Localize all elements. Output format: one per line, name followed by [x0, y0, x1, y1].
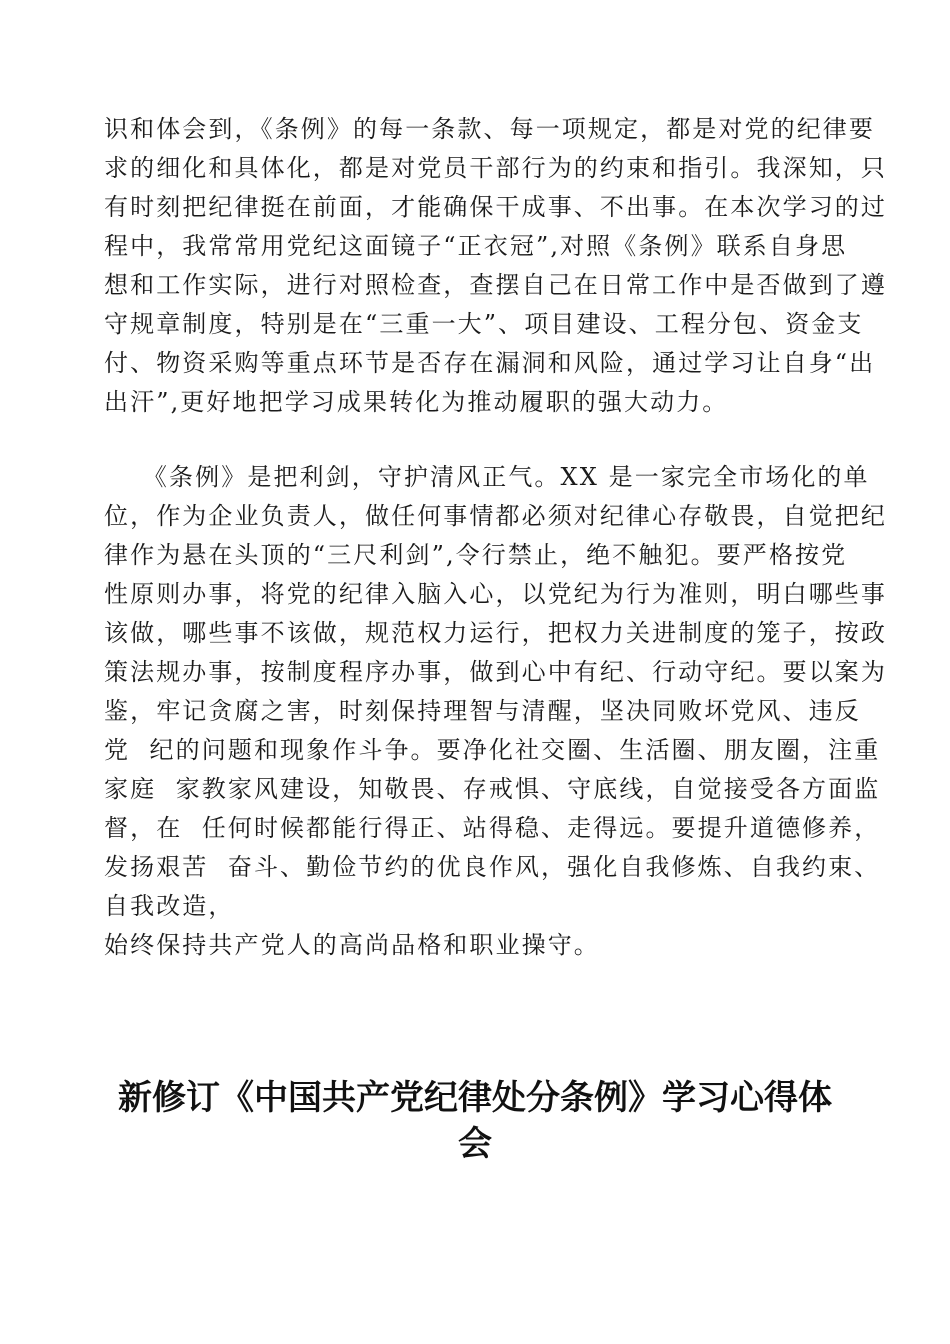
paragraph-line: 该做，哪些事不该做，规范权力运行，把权力关进制度的笼子，按政 [104, 619, 887, 647]
paragraph-2 [104, 458, 887, 965]
paragraph-line: 性原则办事，将党的纪律入脑入心，以党纪为行为准则，明白哪些事 [104, 580, 887, 608]
paragraph-line: 党 纪的问题和现象作斗争。要净化社交圈、生活圈、朋友圈，注重 [104, 736, 881, 764]
paragraph-1 [104, 110, 887, 422]
paragraph-line: 守规章制度，特别是在“三重一大”、项目建设、工程分包、资金支 [104, 310, 864, 338]
title-line: 会 [458, 1124, 492, 1164]
paragraph-line: 发扬艰苦 奋斗、勤俭节约的优良作风，强化自我修炼、自我约束、 [104, 853, 881, 881]
paragraph-line: 有时刻把纪律挺在前面，才能确保干成事、不出事。在本次学习的过 [104, 193, 887, 221]
paragraph-line: 程中，我常常用党纪这面镜子“正衣冠”,对照《条例》联系自身思 [104, 232, 848, 260]
paragraph-line: 始终保持共产党人的高尚品格和职业操守。 [104, 931, 600, 959]
paragraph-line: 鉴，牢记贪腐之害，时刻保持理智与清醒，坚决同败坏党风、违反 [104, 697, 861, 725]
paragraph-line: 出汗”,更好地把学习成果转化为推动履职的强大动力。 [104, 388, 729, 416]
paragraph-line: 求的细化和具体化，都是对党员干部行为的约束和指引。我深知，只 [104, 154, 887, 182]
paragraph-line: 识和体会到，《条例》的每一条款、每一项规定，都是对党的纪律要 [104, 115, 875, 143]
document-title [60, 1075, 890, 1167]
paragraph-line: 策法规办事，按制度程序办事，做到心中有纪、行动守纪。要以案为 [104, 658, 887, 686]
paragraph-line: 《条例》是把利剑，守护清风正气。XX 是一家完全市场化的单 [104, 463, 870, 491]
paragraph-line: 督，在 任何时候都能行得正、站得稳、走得远。要提升道德修养， [104, 814, 881, 842]
paragraph-line: 位，作为企业负责人，做任何事情都必须对纪律心存敬畏，自觉把纪 [104, 502, 887, 530]
paragraph-line: 律作为悬在头顶的“三尺利剑”,令行禁止，绝不触犯。要严格按党 [104, 541, 848, 569]
paragraph-line: 想和工作实际，进行对照检查，查摆自己在日常工作中是否做到了遵 [104, 271, 887, 299]
paragraph-line: 付、物资采购等重点环节是否存在漏洞和风险，通过学习让自身“出 [104, 349, 876, 377]
paragraph-line: 家庭 家教家风建设，知敬畏、存戒惧、守底线，自觉接受各方面监 [104, 775, 881, 803]
paragraph-line: 自我改造， [104, 892, 235, 920]
title-line: 新修订《中国共产党纪律处分条例》学习心得体 [118, 1078, 832, 1118]
